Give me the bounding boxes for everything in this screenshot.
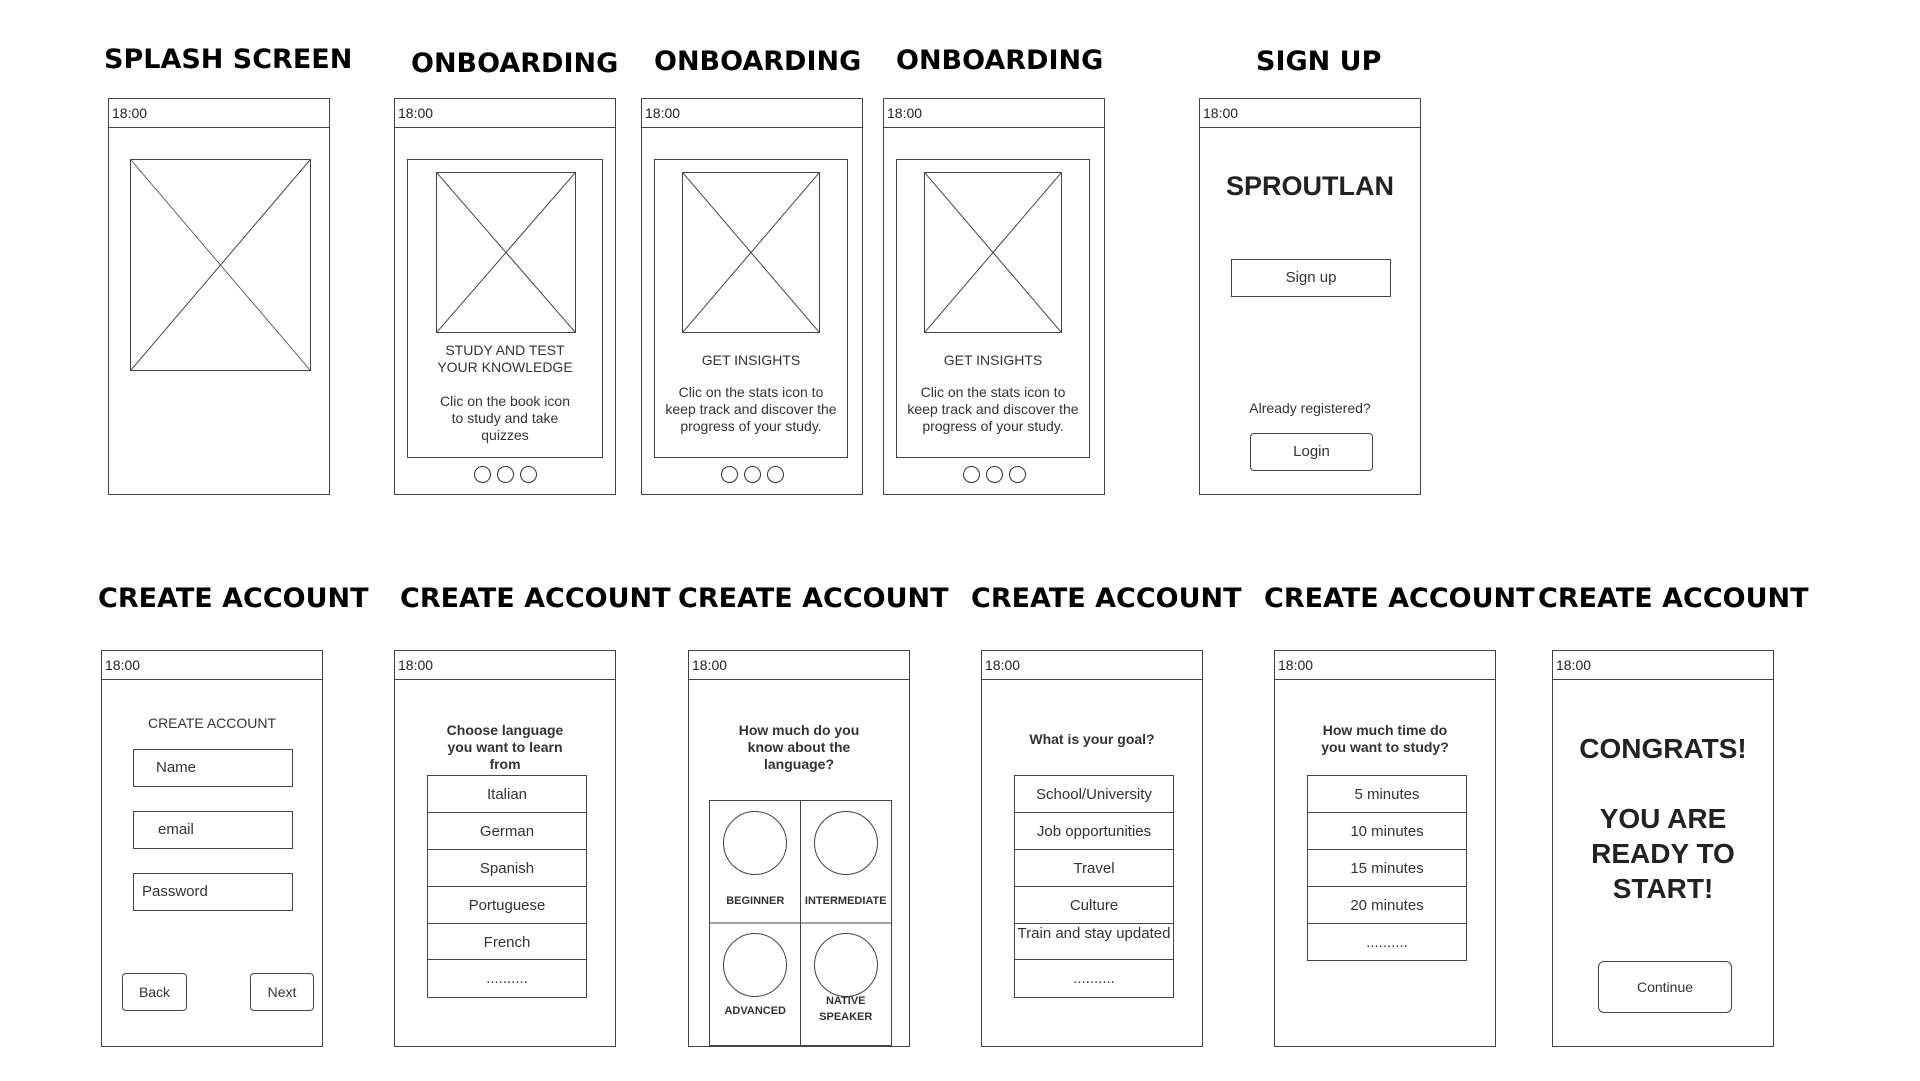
- language-list: [427, 775, 587, 998]
- onboarding-phone-2: [641, 98, 863, 495]
- language-question: Choose language you want to learn from: [446, 722, 564, 772]
- create-account-title-5: CREATE ACCOUNT: [1264, 583, 1535, 614]
- back-button[interactable]: Back: [122, 973, 187, 1011]
- status-bar: 18:00: [102, 651, 322, 680]
- congrats-phone: [1552, 650, 1774, 1047]
- email-field[interactable]: email: [133, 811, 293, 849]
- goal-option[interactable]: Travel: [1015, 850, 1173, 887]
- level-label: INTERMEDIATE: [804, 895, 887, 907]
- status-bar: 18:00: [1275, 651, 1495, 680]
- signup-title: SIGN UP: [1256, 46, 1382, 77]
- onboarding-card: [407, 159, 603, 458]
- onboarding-heading: GET INSIGHTS: [701, 352, 801, 368]
- onboarding-2-title: ONBOARDING: [654, 46, 862, 77]
- goal-phone: [981, 650, 1203, 1047]
- level-circle: [814, 933, 878, 997]
- image-placeholder: [682, 172, 820, 333]
- create-account-title-4: CREATE ACCOUNT: [971, 583, 1242, 614]
- create-account-title-3: CREATE ACCOUNT: [678, 583, 949, 614]
- level-circle: [814, 811, 878, 875]
- onboarding-phone-3: [883, 98, 1105, 495]
- level-native-speaker[interactable]: [801, 923, 892, 1045]
- time-option[interactable]: ..........: [1366, 933, 1408, 951]
- level-beginner[interactable]: [710, 801, 801, 923]
- page-dot[interactable]: [721, 466, 738, 483]
- goal-option[interactable]: Job opportunities: [1015, 813, 1173, 850]
- level-advanced[interactable]: [710, 923, 801, 1045]
- language-option[interactable]: Spanish: [428, 850, 586, 887]
- goal-option[interactable]: ..........: [1073, 970, 1115, 988]
- onboarding-heading: GET INSIGHTS: [943, 352, 1043, 368]
- name-field[interactable]: Name: [133, 749, 293, 787]
- level-circle: [723, 811, 787, 875]
- goal-option[interactable]: Train and stay updated: [1015, 924, 1173, 961]
- onboarding-phone-1: [394, 98, 616, 495]
- time-question: How much time do you want to study?: [1321, 722, 1449, 755]
- continue-button[interactable]: Continue: [1598, 961, 1732, 1013]
- create-account-title-1: CREATE ACCOUNT: [98, 583, 369, 614]
- next-button[interactable]: Next: [250, 973, 314, 1011]
- onboarding-card: [654, 159, 848, 458]
- time-option[interactable]: 10 minutes: [1308, 813, 1466, 850]
- page-dot[interactable]: [1009, 466, 1026, 483]
- page-dot[interactable]: [520, 466, 537, 483]
- form-heading: CREATE ACCOUNT: [147, 715, 277, 731]
- status-bar: 18:00: [642, 99, 862, 128]
- password-field[interactable]: Password: [133, 873, 293, 911]
- level-intermediate[interactable]: [801, 801, 892, 923]
- status-bar: 18:00: [395, 99, 615, 128]
- goal-option[interactable]: School/University: [1015, 776, 1173, 813]
- onboarding-card: [896, 159, 1090, 458]
- image-placeholder: [436, 172, 576, 333]
- signup-phone: [1199, 98, 1421, 495]
- create-account-title-2: CREATE ACCOUNT: [400, 583, 671, 614]
- time-phone: [1274, 650, 1496, 1047]
- time-option[interactable]: 15 minutes: [1308, 850, 1466, 887]
- level-label: BEGINNER: [726, 895, 785, 907]
- image-placeholder: [130, 159, 311, 371]
- congrats-heading: CONGRATS!: [1579, 733, 1747, 764]
- page-dot[interactable]: [497, 466, 514, 483]
- ready-message: YOU ARE READY TO START!: [1591, 803, 1735, 904]
- level-question: How much do you know about the language?: [738, 722, 860, 772]
- onboarding-body: Clic on the stats icon to keep track and discover the progress of your study.: [665, 384, 837, 434]
- status-bar: 18:00: [109, 99, 329, 128]
- app-name: SPROUTLAN: [1226, 171, 1394, 201]
- page-indicator: [884, 466, 1104, 486]
- page-dot[interactable]: [474, 466, 491, 483]
- level-phone: [688, 650, 910, 1047]
- page-indicator: [642, 466, 862, 486]
- page-dot[interactable]: [986, 466, 1003, 483]
- language-option[interactable]: Italian: [428, 776, 586, 813]
- time-list: [1307, 775, 1467, 961]
- language-option[interactable]: Portuguese: [428, 887, 586, 924]
- status-bar: 18:00: [884, 99, 1104, 128]
- onboarding-body: Clic on the book icon to study and take quizzes: [440, 393, 570, 443]
- status-bar: 18:00: [1200, 99, 1420, 128]
- page-dot[interactable]: [744, 466, 761, 483]
- onboarding-1-title: ONBOARDING: [411, 48, 619, 79]
- create-account-form-phone: [101, 650, 323, 1047]
- page-dot[interactable]: [767, 466, 784, 483]
- language-option[interactable]: ..........: [486, 970, 528, 988]
- onboarding-3-title: ONBOARDING: [896, 45, 1104, 76]
- language-option[interactable]: French: [428, 924, 586, 961]
- status-bar: 18:00: [1553, 651, 1773, 680]
- goal-list: [1014, 775, 1174, 998]
- onboarding-heading: STUDY AND TEST YOUR KNOWLEDGE: [437, 342, 573, 375]
- login-button[interactable]: Login: [1250, 433, 1373, 471]
- page-indicator: [395, 466, 615, 486]
- time-option[interactable]: 5 minutes: [1308, 776, 1466, 813]
- signup-button[interactable]: Sign up: [1231, 259, 1391, 297]
- status-bar: 18:00: [395, 651, 615, 680]
- level-grid: [709, 800, 892, 1046]
- goal-option[interactable]: Culture: [1015, 887, 1173, 924]
- already-registered-text: Already registered?: [1249, 400, 1371, 416]
- language-phone: [394, 650, 616, 1047]
- level-circle: [723, 933, 787, 997]
- status-bar: 18:00: [689, 651, 909, 680]
- level-label: NATIVE SPEAKER: [819, 995, 873, 1023]
- create-account-title-6: CREATE ACCOUNT: [1538, 583, 1809, 614]
- splash-phone: [108, 98, 330, 495]
- onboarding-body: Clic on the stats icon to keep track and discover the progress of your study.: [907, 384, 1079, 434]
- splash-screen-title: SPLASH SCREEN: [104, 44, 353, 75]
- goal-question: What is your goal?: [1029, 731, 1155, 747]
- page-dot[interactable]: [963, 466, 980, 483]
- status-bar: 18:00: [982, 651, 1202, 680]
- level-label: ADVANCED: [724, 1005, 787, 1017]
- image-placeholder: [924, 172, 1062, 333]
- time-option[interactable]: 20 minutes: [1308, 887, 1466, 924]
- language-option[interactable]: German: [428, 813, 586, 850]
